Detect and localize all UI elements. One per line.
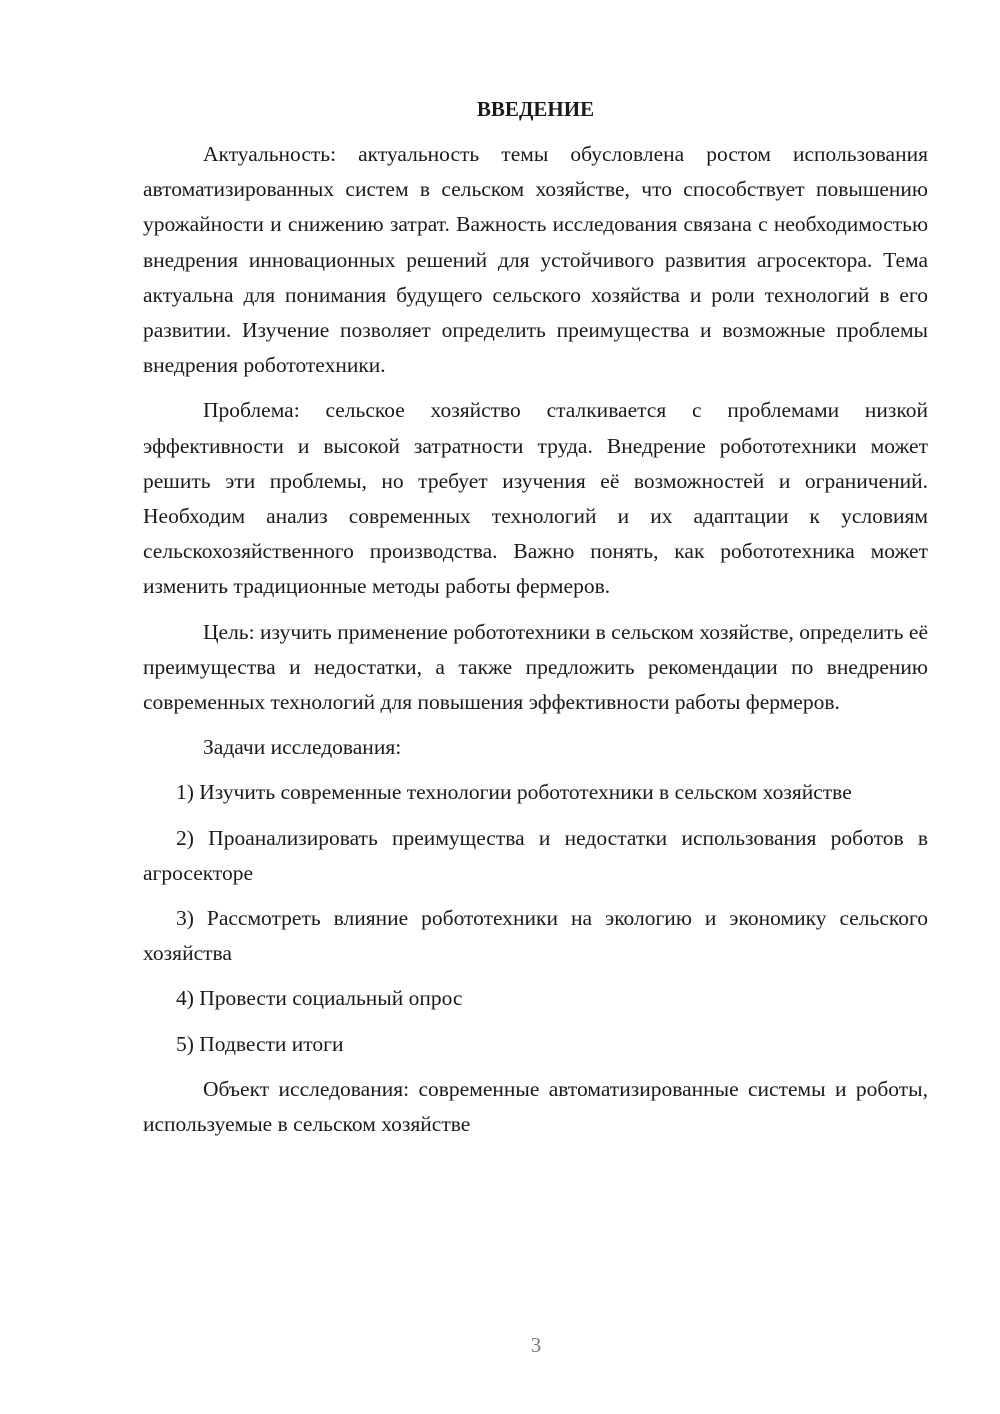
object-paragraph: Объект исследования: современные автоматизированные системы и роботы, используемые в сельском хозяйстве: [143, 1076, 928, 1137]
task-item-5: 5) Подвести итоги: [176, 1031, 344, 1056]
goal-paragraph: Цель: изучить применение робототехники в сельском хозяйстве, определить её преимущества и недостатки, а также предложить рекомендации по внедрению современных технологий для повышения эффективности работы фермеров.: [143, 619, 928, 715]
document-page: [143, 92, 928, 1152]
problem-paragraph: Проблема: сельское хозяйство сталкивается с проблемами низкой эффективности и высокой затратности труда. Внедрение робототехники может решить эти проблемы, но требует изучения её возможностей и ограничений. Необходим анализ современных технологий и их адаптации к условиям сельскохозяйственного производства. Важно понять, как робототехника может изменить традиционные методы работы фермеров.: [143, 398, 928, 599]
page-number: 3: [530, 1333, 542, 1357]
task-item-2: 2) Проанализировать преимущества и недостатки использования роботов в агросекторе: [143, 825, 928, 885]
task-item-4: 4) Провести социальный опрос: [176, 986, 463, 1011]
relevance-paragraph: Актуальность: актуальность темы обусловлена ростом использования автоматизированных систем в сельском хозяйстве, что способствует повышению урожайности и снижению затрат. Важность исследования связана с необходимостью внедрения инновационных решений для устойчивого развития агросектора. Тема актуальна для понимания будущего сельского хозяйства и роли технологий в его развитии. Изучение позволяет определить преимущества и возможные проблемы внедрения робототехники.: [143, 142, 928, 378]
tasks-heading: Задачи исследования:: [203, 735, 402, 760]
task-item-3: 3) Рассмотреть влияние робототехники на экологию и экономику сельского хозяйства: [143, 906, 928, 966]
section-heading: ВВЕДЕНИЕ: [476, 97, 595, 121]
task-item-1: 1) Изучить современные технологии робототехники в сельском хозяйстве: [176, 780, 852, 805]
